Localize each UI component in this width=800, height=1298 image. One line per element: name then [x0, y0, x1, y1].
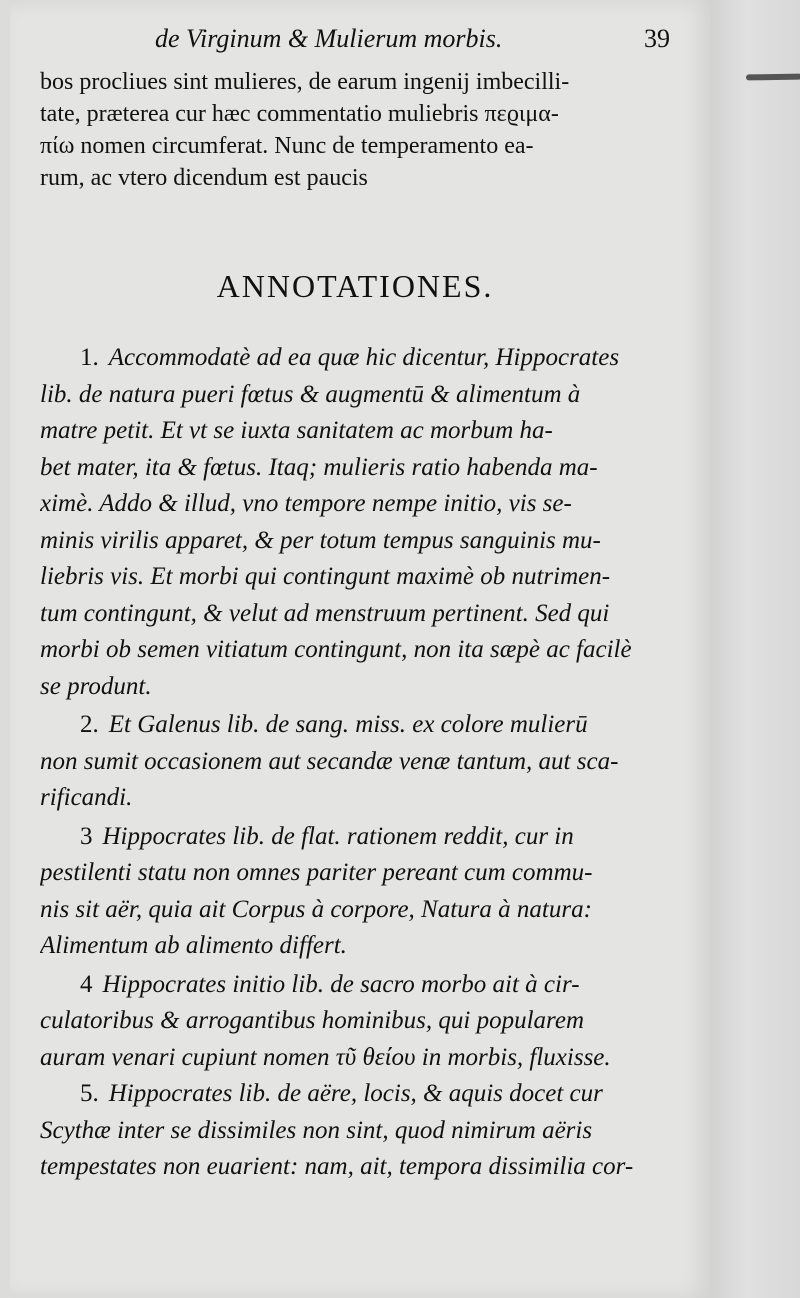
text-line: bet mater, ita & fœtus. Itaq; mulieris ratio habenda ma-	[40, 453, 598, 481]
running-header	[155, 24, 670, 64]
page-content	[40, 0, 670, 1298]
annotation-3	[40, 819, 670, 965]
facing-page-edge	[710, 0, 800, 1298]
text-line: lib. de natura pueri fœtus & augmentū & alimentum à	[40, 380, 581, 408]
annotation-2	[40, 707, 670, 817]
text-line: Alimentum ab alimento differt.	[40, 932, 347, 959]
text-line: bos procliues sint mulieres, de earum ingenij imbecilli-	[40, 69, 570, 95]
section-heading: ANNOTATIONES.	[216, 268, 494, 304]
text-line: minis virilis apparet, & per totum tempus sanguinis mu-	[40, 526, 601, 554]
text-line: morbi ob semen vitiatum contingunt, non ita sæpè ac facilè	[40, 636, 632, 663]
text-line: tum contingunt, & velut ad menstruum pertinent. Sed qui	[40, 599, 610, 627]
text-line: matre petit. Et vt se iuxta sanitatem ac morbum ha-	[40, 417, 553, 444]
annotation-1	[40, 340, 670, 705]
text-line: tempestates non euarient: nam, ait, tempora dissimilia cor-	[40, 1153, 634, 1180]
text-line: Hippocrates lib. de flat. rationem reddit, cur in	[102, 822, 574, 850]
text-line: liebris vis. Et morbi qui contingunt maximè ob nutrimen-	[40, 563, 611, 590]
text-line: rum, ac vtero dicendum est paucis	[40, 165, 368, 191]
intro-paragraph	[40, 66, 670, 194]
text-line: se produnt.	[40, 672, 152, 700]
text-line: Scythæ inter se dissimiles non sint, quod nimirum aëris	[40, 1116, 593, 1144]
text-line: πίω nomen circumferat. Nunc de temperamento ea-	[40, 133, 534, 159]
text-line: Accommodatè ad ea quæ hic dicentur, Hippocrates	[108, 344, 620, 371]
annotations-list	[40, 340, 670, 1186]
text-line: ximè. Addo & illud, vno tempore nempe initio, vis se-	[40, 490, 572, 517]
page-edge-mark	[746, 74, 800, 81]
text-line: non sumit occasionem aut secandæ venæ tantum, aut sca-	[40, 747, 619, 775]
text-line: Et Galenus lib. de sang. miss. ex colore mulierū	[108, 711, 588, 738]
annotation-number: 1.	[80, 344, 99, 371]
text-line: Hippocrates lib. de aëre, locis, & aquis docet cur	[108, 1080, 603, 1107]
annotation-5	[40, 1076, 670, 1186]
annotation-number: 3	[80, 822, 93, 850]
text-line: culatoribus & arrogantibus hominibus, qui popularem	[40, 1007, 585, 1034]
annotation-number: 2.	[80, 711, 99, 738]
text-line: nis sit aër, quia ait Corpus à corpore, Natura à natura:	[40, 895, 592, 923]
book-page	[10, 0, 710, 1298]
text-line: auram venari cupiunt nomen τῦ θείου in morbis, fluxisse.	[40, 1043, 611, 1071]
annotation-number: 4	[80, 970, 93, 998]
running-title: de Virginum & Mulierum morbis.	[155, 24, 503, 53]
text-line: Hippocrates initio lib. de sacro morbo ait à cir-	[102, 970, 580, 998]
annotation-number: 5.	[80, 1080, 99, 1107]
text-line: tate, præterea cur hæc commentatio muliebris πεϱιμα-	[40, 101, 559, 127]
text-line: pestilenti statu non omnes pariter pereant cum commu-	[40, 859, 593, 886]
text-line: rificandi.	[40, 784, 133, 811]
page-number: 39	[644, 24, 670, 53]
annotation-4	[40, 967, 670, 1077]
